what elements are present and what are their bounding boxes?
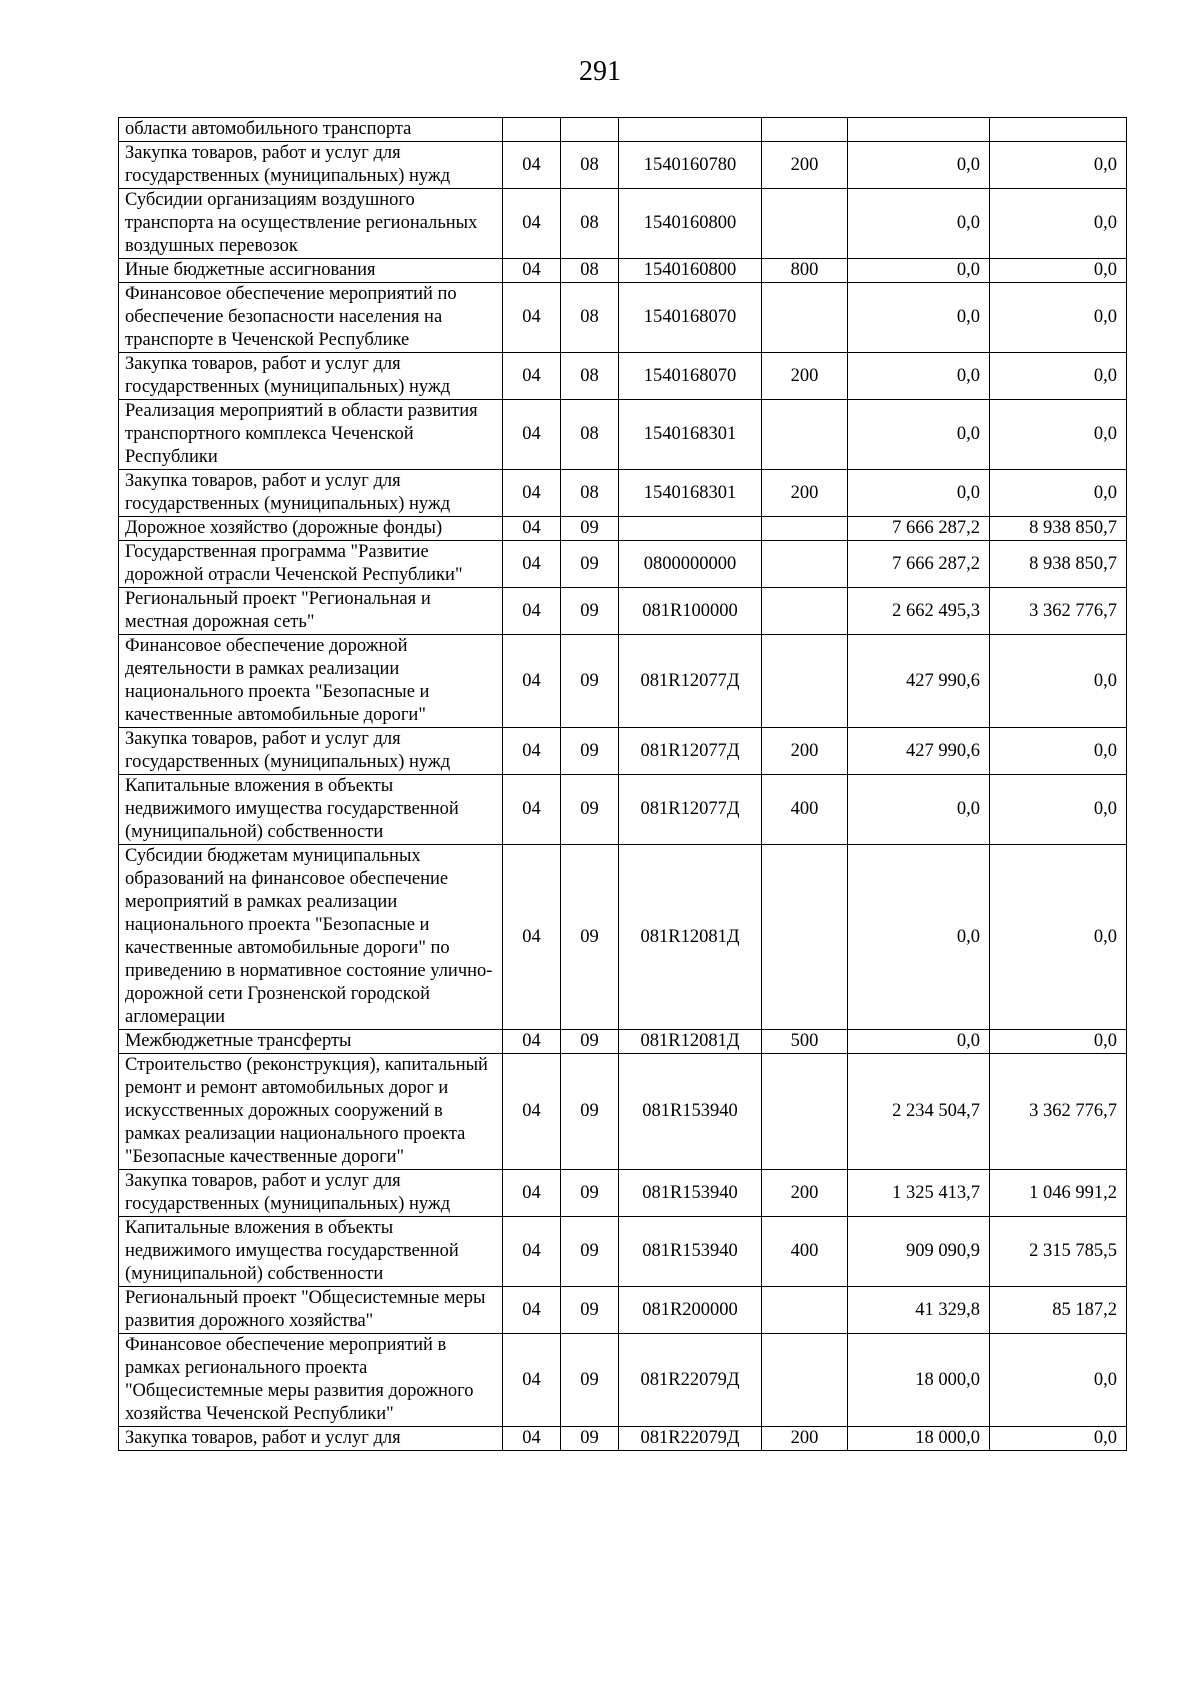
table-row (119, 1287, 1127, 1334)
amount-year2-cell (990, 118, 1127, 142)
amount-year1-cell: 427 990,6 (848, 635, 990, 728)
row-name-cell: Субсидии организациям воздушного транспорта на осуществление региональных воздушных перевозок (119, 189, 503, 259)
amount-year1-cell: 0,0 (848, 283, 990, 353)
row-name-cell: Региональный проект "Общесистемные меры развития дорожного хозяйства" (119, 1287, 503, 1334)
subsection-code-cell: 09 (561, 775, 619, 845)
amount-year2-cell: 0,0 (990, 353, 1127, 400)
amount-year1-cell: 0,0 (848, 400, 990, 470)
row-name-cell: Капитальные вложения в объекты недвижимого имущества государственной (муниципальной) собственности (119, 1217, 503, 1287)
subsection-code-cell: 09 (561, 845, 619, 1030)
target-article-cell: 1540160800 (619, 259, 762, 283)
amount-year2-cell: 3 362 776,7 (990, 1054, 1127, 1170)
amount-year1-cell: 0,0 (848, 142, 990, 189)
target-article-cell: 081R100000 (619, 588, 762, 635)
table-row (119, 635, 1127, 728)
target-article-cell: 081R22079Д (619, 1427, 762, 1451)
subsection-code-cell: 08 (561, 283, 619, 353)
expense-type-cell (762, 635, 848, 728)
row-name-cell: Финансовое обеспечение мероприятий по обеспечение безопасности населения на транспорте в Чеченской Республике (119, 283, 503, 353)
amount-year2-cell: 0,0 (990, 1427, 1127, 1451)
target-article-cell: 081R153940 (619, 1170, 762, 1217)
expense-type-cell (762, 541, 848, 588)
amount-year2-cell: 0,0 (990, 259, 1127, 283)
table-row (119, 541, 1127, 588)
row-name-cell: Строительство (реконструкция), капитальный ремонт и ремонт автомобильных дорог и искусственных дорожных сооружений в рамках реализации национального проекта "Безопасные качественные дороги" (119, 1054, 503, 1170)
target-article-cell: 1540160800 (619, 189, 762, 259)
amount-year2-cell: 85 187,2 (990, 1287, 1127, 1334)
section-code-cell: 04 (503, 470, 561, 517)
amount-year2-cell: 0,0 (990, 400, 1127, 470)
subsection-code-cell: 09 (561, 588, 619, 635)
target-article-cell: 1540160780 (619, 142, 762, 189)
section-code-cell: 04 (503, 728, 561, 775)
subsection-code-cell: 09 (561, 635, 619, 728)
section-code-cell: 04 (503, 1287, 561, 1334)
row-name-cell: Региональный проект "Региональная и местная дорожная сеть" (119, 588, 503, 635)
section-code-cell (503, 118, 561, 142)
table-row (119, 845, 1127, 1030)
target-article-cell: 081R200000 (619, 1287, 762, 1334)
target-article-cell: 081R12081Д (619, 845, 762, 1030)
target-article-cell: 081R12077Д (619, 635, 762, 728)
amount-year2-cell: 3 362 776,7 (990, 588, 1127, 635)
amount-year1-cell: 0,0 (848, 775, 990, 845)
expense-type-cell: 500 (762, 1030, 848, 1054)
section-code-cell: 04 (503, 1334, 561, 1427)
table-row (119, 283, 1127, 353)
table-row (119, 1427, 1127, 1451)
row-name-cell: Закупка товаров, работ и услуг для государственных (муниципальных) нужд (119, 353, 503, 400)
section-code-cell: 04 (503, 517, 561, 541)
target-article-cell: 081R153940 (619, 1217, 762, 1287)
amount-year2-cell: 8 938 850,7 (990, 541, 1127, 588)
amount-year2-cell: 0,0 (990, 1334, 1127, 1427)
amount-year1-cell (848, 118, 990, 142)
amount-year1-cell: 18 000,0 (848, 1334, 990, 1427)
table-row (119, 189, 1127, 259)
amount-year2-cell: 0,0 (990, 1030, 1127, 1054)
expense-type-cell: 200 (762, 728, 848, 775)
row-name-cell: Закупка товаров, работ и услуг для (119, 1427, 503, 1451)
section-code-cell: 04 (503, 775, 561, 845)
subsection-code-cell: 09 (561, 1030, 619, 1054)
section-code-cell: 04 (503, 1427, 561, 1451)
amount-year2-cell: 2 315 785,5 (990, 1217, 1127, 1287)
amount-year2-cell: 0,0 (990, 728, 1127, 775)
table-row (119, 470, 1127, 517)
amount-year1-cell: 909 090,9 (848, 1217, 990, 1287)
subsection-code-cell: 09 (561, 517, 619, 541)
subsection-code-cell: 09 (561, 1427, 619, 1451)
expense-type-cell: 200 (762, 353, 848, 400)
row-name-cell: Финансовое обеспечение мероприятий в рамках регионального проекта "Общесистемные меры развития дорожного хозяйства Чеченской Республики" (119, 1334, 503, 1427)
expense-type-cell: 400 (762, 775, 848, 845)
expense-type-cell: 800 (762, 259, 848, 283)
amount-year1-cell: 7 666 287,2 (848, 541, 990, 588)
amount-year1-cell: 0,0 (848, 353, 990, 400)
row-name-cell: Закупка товаров, работ и услуг для государственных (муниципальных) нужд (119, 142, 503, 189)
row-name-cell: Капитальные вложения в объекты недвижимого имущества государственной (муниципальной) собственности (119, 775, 503, 845)
section-code-cell: 04 (503, 588, 561, 635)
subsection-code-cell: 08 (561, 470, 619, 517)
row-name-cell: Дорожное хозяйство (дорожные фонды) (119, 517, 503, 541)
expense-type-cell (762, 517, 848, 541)
amount-year1-cell: 427 990,6 (848, 728, 990, 775)
table-row (119, 353, 1127, 400)
amount-year1-cell: 2 662 495,3 (848, 588, 990, 635)
table-row (119, 517, 1127, 541)
target-article-cell: 081R153940 (619, 1054, 762, 1170)
amount-year1-cell: 0,0 (848, 470, 990, 517)
subsection-code-cell (561, 118, 619, 142)
subsection-code-cell: 09 (561, 1170, 619, 1217)
table-row (119, 1170, 1127, 1217)
subsection-code-cell: 09 (561, 1334, 619, 1427)
section-code-cell: 04 (503, 189, 561, 259)
target-article-cell: 081R12077Д (619, 728, 762, 775)
amount-year2-cell: 0,0 (990, 845, 1127, 1030)
expense-type-cell (762, 845, 848, 1030)
row-name-cell: области автомобильного транспорта (119, 118, 503, 142)
section-code-cell: 04 (503, 635, 561, 728)
table-row (119, 775, 1127, 845)
row-name-cell: Закупка товаров, работ и услуг для государственных (муниципальных) нужд (119, 470, 503, 517)
expense-type-cell (762, 118, 848, 142)
section-code-cell: 04 (503, 400, 561, 470)
target-article-cell: 081R22079Д (619, 1334, 762, 1427)
amount-year1-cell: 0,0 (848, 1030, 990, 1054)
table-row (119, 1030, 1127, 1054)
section-code-cell: 04 (503, 1030, 561, 1054)
target-article-cell: 1540168070 (619, 283, 762, 353)
row-name-cell: Закупка товаров, работ и услуг для государственных (муниципальных) нужд (119, 1170, 503, 1217)
table-row (119, 259, 1127, 283)
expense-type-cell (762, 189, 848, 259)
expense-type-cell (762, 1334, 848, 1427)
subsection-code-cell: 09 (561, 1217, 619, 1287)
expense-type-cell: 200 (762, 470, 848, 517)
row-name-cell: Закупка товаров, работ и услуг для государственных (муниципальных) нужд (119, 728, 503, 775)
section-code-cell: 04 (503, 259, 561, 283)
row-name-cell: Иные бюджетные ассигнования (119, 259, 503, 283)
table-row (119, 1054, 1127, 1170)
table-row (119, 1334, 1127, 1427)
amount-year2-cell: 0,0 (990, 635, 1127, 728)
section-code-cell: 04 (503, 1054, 561, 1170)
subsection-code-cell: 08 (561, 400, 619, 470)
expense-type-cell (762, 283, 848, 353)
target-article-cell: 1540168301 (619, 470, 762, 517)
budget-table-body (119, 118, 1127, 1451)
expense-type-cell: 200 (762, 1427, 848, 1451)
amount-year1-cell: 2 234 504,7 (848, 1054, 990, 1170)
amount-year2-cell: 8 938 850,7 (990, 517, 1127, 541)
expense-type-cell (762, 400, 848, 470)
target-article-cell (619, 118, 762, 142)
target-article-cell: 081R12081Д (619, 1030, 762, 1054)
subsection-code-cell: 09 (561, 1287, 619, 1334)
amount-year2-cell: 0,0 (990, 142, 1127, 189)
amount-year1-cell: 18 000,0 (848, 1427, 990, 1451)
row-name-cell: Финансовое обеспечение дорожной деятельности в рамках реализации национального проекта "Безопасные и качественные автомобильные дороги" (119, 635, 503, 728)
amount-year1-cell: 41 329,8 (848, 1287, 990, 1334)
row-name-cell: Государственная программа "Развитие дорожной отрасли Чеченской Республики" (119, 541, 503, 588)
section-code-cell: 04 (503, 845, 561, 1030)
budget-table (118, 117, 1127, 1451)
expense-type-cell (762, 1054, 848, 1170)
section-code-cell: 04 (503, 353, 561, 400)
subsection-code-cell: 08 (561, 353, 619, 400)
table-row (119, 1217, 1127, 1287)
amount-year1-cell: 0,0 (848, 189, 990, 259)
amount-year1-cell: 0,0 (848, 845, 990, 1030)
expense-type-cell: 400 (762, 1217, 848, 1287)
amount-year1-cell: 7 666 287,2 (848, 517, 990, 541)
table-row (119, 400, 1127, 470)
subsection-code-cell: 09 (561, 1054, 619, 1170)
expense-type-cell: 200 (762, 1170, 848, 1217)
table-row (119, 588, 1127, 635)
amount-year2-cell: 1 046 991,2 (990, 1170, 1127, 1217)
subsection-code-cell: 09 (561, 541, 619, 588)
amount-year2-cell: 0,0 (990, 189, 1127, 259)
section-code-cell: 04 (503, 541, 561, 588)
table-row (119, 118, 1127, 142)
target-article-cell: 1540168301 (619, 400, 762, 470)
amount-year1-cell: 0,0 (848, 259, 990, 283)
amount-year2-cell: 0,0 (990, 283, 1127, 353)
target-article-cell: 081R12077Д (619, 775, 762, 845)
row-name-cell: Реализация мероприятий в области развития транспортного комплекса Чеченской Республики (119, 400, 503, 470)
table-row (119, 142, 1127, 189)
table-row (119, 728, 1127, 775)
amount-year1-cell: 1 325 413,7 (848, 1170, 990, 1217)
expense-type-cell (762, 588, 848, 635)
target-article-cell: 0800000000 (619, 541, 762, 588)
section-code-cell: 04 (503, 283, 561, 353)
target-article-cell (619, 517, 762, 541)
section-code-cell: 04 (503, 1170, 561, 1217)
expense-type-cell: 200 (762, 142, 848, 189)
page-number: 291 (579, 56, 621, 87)
section-code-cell: 04 (503, 142, 561, 189)
row-name-cell: Субсидии бюджетам муниципальных образований на финансовое обеспечение мероприятий в рамках реализации национального проекта "Безопасные и качественные автомобильные дороги" по приведению в нормативное состояние улично-дорожной сети Грозненской городской агломерации (119, 845, 503, 1030)
target-article-cell: 1540168070 (619, 353, 762, 400)
subsection-code-cell: 08 (561, 259, 619, 283)
subsection-code-cell: 09 (561, 728, 619, 775)
amount-year2-cell: 0,0 (990, 470, 1127, 517)
expense-type-cell (762, 1287, 848, 1334)
section-code-cell: 04 (503, 1217, 561, 1287)
subsection-code-cell: 08 (561, 142, 619, 189)
row-name-cell: Межбюджетные трансферты (119, 1030, 503, 1054)
subsection-code-cell: 08 (561, 189, 619, 259)
amount-year2-cell: 0,0 (990, 775, 1127, 845)
